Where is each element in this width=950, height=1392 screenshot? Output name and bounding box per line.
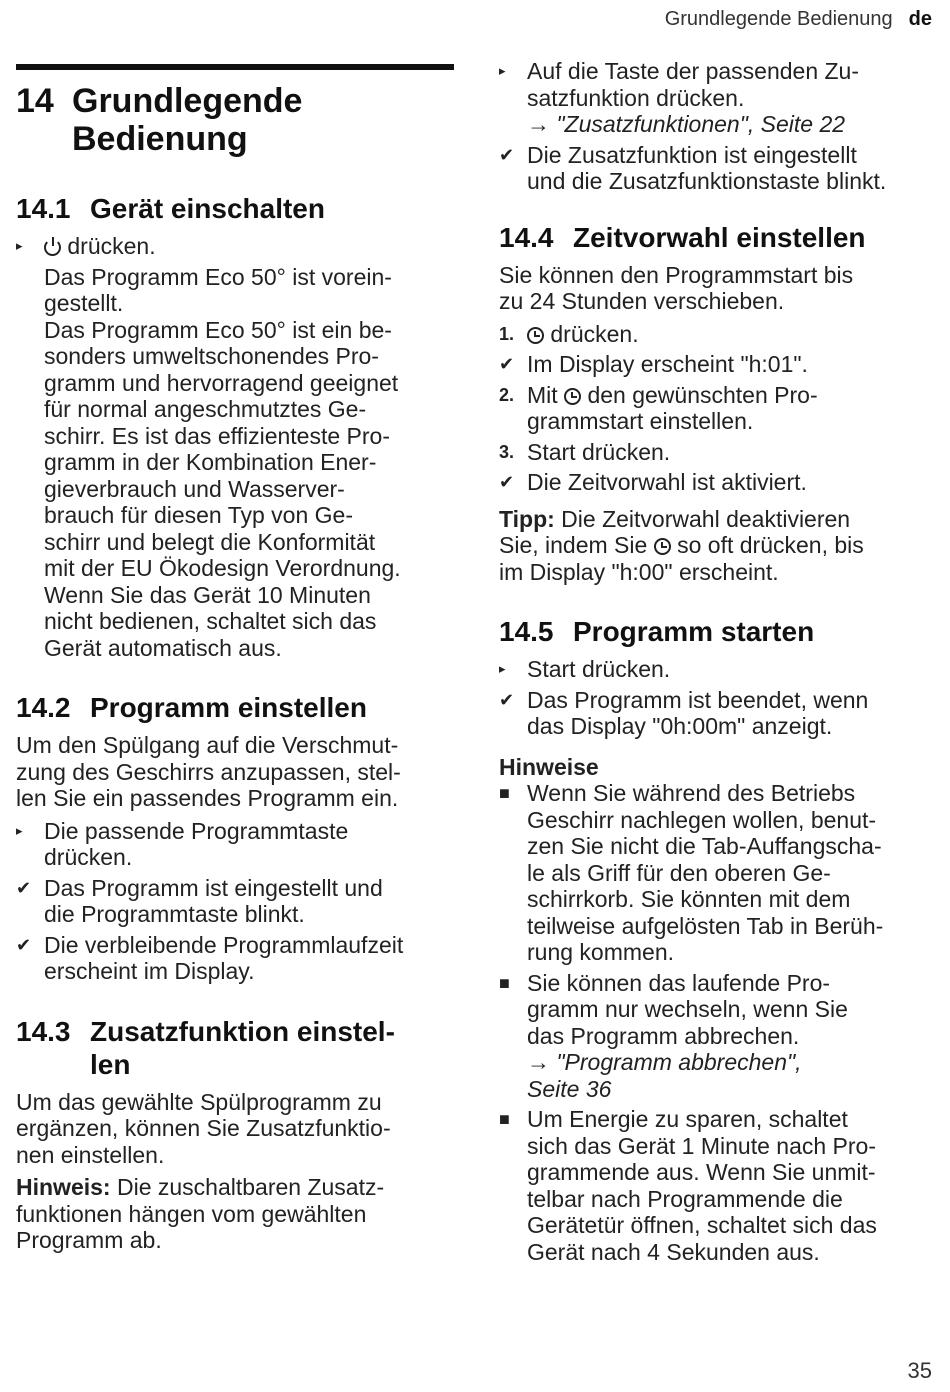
paragraph: Um das gewählte Spülprogramm zu ergänzen, können Sie Zusatzfunktio- nen einstellen.: [16, 1088, 391, 1168]
result-h01: ✔ Im Display erscheint "h:01".: [499, 351, 808, 377]
paragraph: Das Programm Eco 50° ist vorein- gestellt.: [44, 263, 392, 316]
note-item: ■ Wenn Sie während des Betriebs Geschirr nachlegen wollen, benut- zen Sie nicht die Tab-Auffangscha- le als Griff für den oberen Ge- schirrkorb. Sie könnten mit dem teilweise aufgelösten Tab in Berüh- rung kommen.: [499, 780, 884, 965]
page-number: 35: [907, 1358, 932, 1383]
power-icon: [44, 239, 61, 256]
section-heading-14-2: 14.2 Programm einstellen: [16, 692, 367, 723]
result-program-set: ✔ Das Programm ist eingestellt und die Programmtaste blinkt.: [16, 874, 383, 927]
checkmark-icon: ✔: [499, 472, 515, 492]
chapter-title-line1: Grundlegende: [72, 82, 303, 120]
right-column: [499, 56, 939, 1269]
paragraph: Um den Spülgang auf die Verschmut- zung des Geschirrs anzupassen, stel- len Sie ein passendes Programm ein.: [16, 732, 401, 811]
step-number: 2.: [499, 384, 515, 405]
header-title: Grundlegende Bedienung: [664, 8, 893, 30]
notes-heading: Hinweise: [499, 753, 599, 780]
running-header: [665, 8, 932, 31]
step-select-program: ▸ Die passende Programmtaste drücken.: [16, 817, 349, 870]
step-1: 1. drücken.: [499, 320, 639, 347]
note: Hinweis: Die zuschaltbaren Zusatz- funktionen hängen vom gewählten Programm ab.: [16, 1174, 385, 1253]
result-extra-set: ✔ Die Zusatzfunktion ist eingestellt und die Zusatzfunktionstaste blinkt.: [499, 141, 887, 194]
result-timer-active: ✔ Die Zeitvorwahl ist aktiviert.: [499, 469, 807, 495]
section-heading-14-1: 14.1 Gerät einschalten: [16, 193, 325, 224]
triangle-bullet-icon: ▸: [16, 822, 23, 838]
step-2: 2. Mit den gewünschten Pro- grammstart einstellen.: [499, 381, 818, 434]
checkmark-icon: ✔: [499, 144, 515, 165]
triangle-bullet-icon: ▸: [499, 63, 506, 78]
step-select-extra: ▸ Auf die Taste der passenden Zu- satzfunktion drücken. → "Zusatzfunktionen", Seite 22: [499, 58, 860, 137]
paragraph: Wenn Sie das Gerät 10 Minuten nicht bedienen, schaltet sich das Gerät automatisch aus.: [44, 581, 377, 661]
checkmark-icon: ✔: [16, 877, 32, 898]
cross-reference: → "Zusatzfunktionen", Seite 22: [527, 111, 846, 137]
cross-reference: → "Programm abbrechen",: [527, 1049, 802, 1075]
chapter-heading: [16, 82, 454, 158]
step-number: 3.: [499, 441, 515, 462]
result-runtime-shown: ✔ Die verbleibende Programmlaufzeit erscheint im Display.: [16, 931, 404, 984]
step-number: 1.: [499, 323, 515, 344]
section-14-1-body: [44, 264, 454, 662]
checkmark-icon: ✔: [499, 689, 515, 710]
square-bullet-icon: ■: [499, 972, 510, 993]
section-heading-14-5: 14.5 Programm starten: [499, 616, 815, 647]
clock-icon: [654, 538, 671, 555]
section-heading-14-3: 14.3 Zusatzfunktion einstel- len: [16, 1015, 395, 1080]
checkmark-icon: ✔: [16, 934, 32, 955]
clock-icon: [527, 327, 544, 344]
language-code: de: [908, 8, 932, 30]
step-power-on: ▸ drücken.: [16, 233, 156, 259]
square-bullet-icon: ■: [499, 783, 510, 803]
note-item: ■ Sie können das laufende Pro- gramm nur wechseln, wenn Sie das Programm abbrechen. → "Programm abbrechen", Seite 36: [499, 969, 848, 1102]
chapter-rule: [16, 64, 454, 70]
chapter-number: 14: [16, 82, 54, 120]
start-key-label: Start: [527, 656, 576, 682]
clock-icon: [564, 388, 581, 405]
triangle-bullet-icon: ▸: [16, 238, 23, 253]
result-program-finished: ✔ Das Programm ist beendet, wenn das Display "0h:00m" anzeigt.: [499, 686, 869, 739]
chapter-title-line2: Bedienung: [72, 120, 248, 158]
tip: Tipp: Die Zeitvorwahl deaktivieren Sie, indem Sie so oft drücken, bis im Display "h:00" erscheint.: [499, 505, 864, 585]
step-3: 3. Start drücken.: [499, 438, 671, 465]
left-column: [16, 56, 454, 1260]
paragraph: Sie können den Programmstart bis zu 24 Stunden verschieben.: [499, 261, 854, 314]
paragraph: Das Programm Eco 50° ist ein be- sonders umweltschonendes Pro- gramm und hervorragend geeignet für normal angeschmutztes Ge- schirr. Es ist das effizienteste Pro- gramm in der Kombination Ener- gieverbrauch und Wasserver- brauch für diesen Typ von Ge- schirr und belegt die Konformität mit der EU Ökodesign Verordnung.: [44, 316, 401, 581]
note-item: ■ Um Energie zu sparen, schaltet sich das Gerät 1 Minute nach Pro- grammende aus. Wenn Sie unmit- telbar nach Programmende die Gerätetür öffnen, schaltet sich das Gerät nach 4 Sekunden aus.: [499, 1106, 877, 1265]
triangle-bullet-icon: ▸: [499, 661, 506, 676]
start-key-label: Start: [527, 438, 576, 465]
checkmark-icon: ✔: [499, 354, 515, 374]
square-bullet-icon: ■: [499, 1109, 510, 1129]
section-heading-14-4: 14.4 Zeitvorwahl einstellen: [499, 221, 866, 253]
step-start: ▸ Start drücken.: [499, 656, 671, 682]
